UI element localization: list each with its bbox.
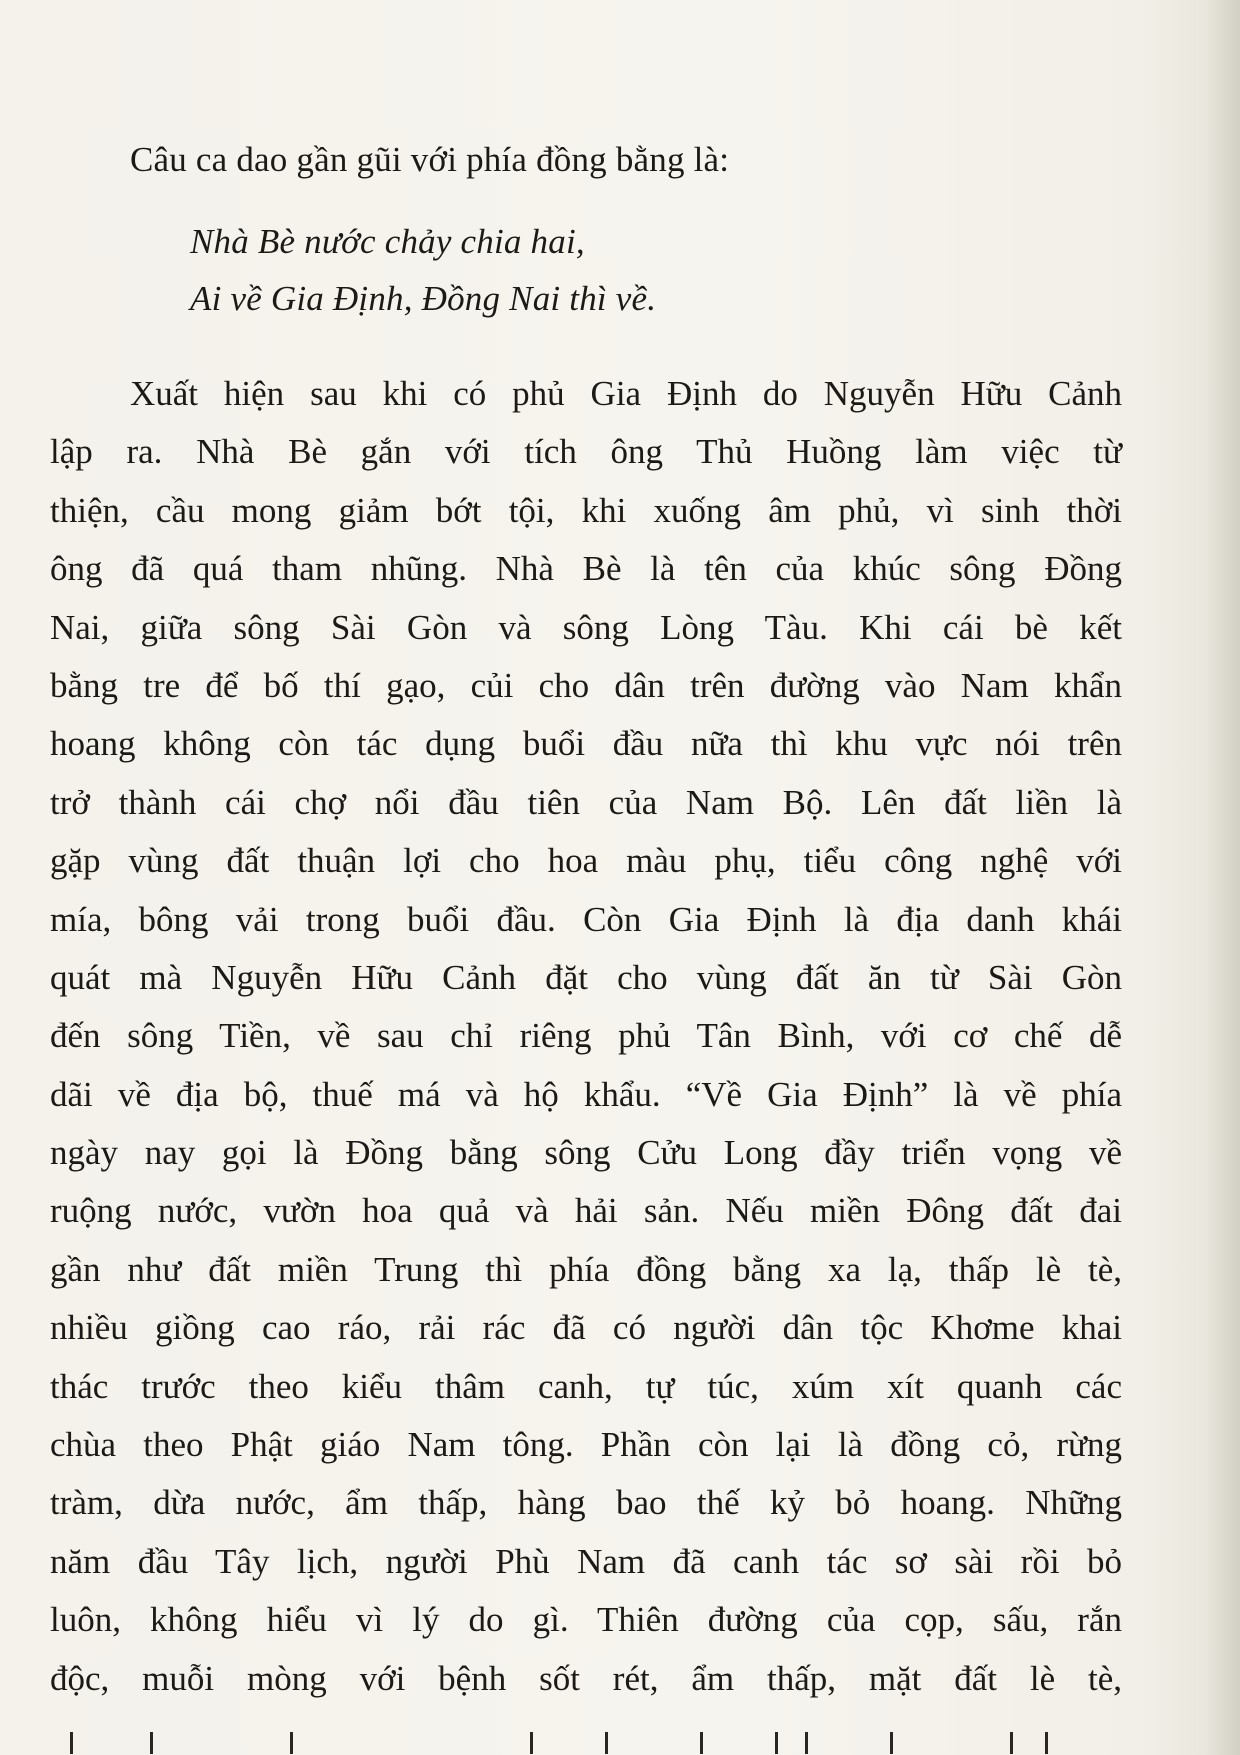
text-fragment-mark: [775, 1732, 778, 1754]
paragraph-line: Xuất hiện sau khi có phủ Gia Định do Nguyễn Hữu Cảnh: [130, 374, 1122, 413]
paragraph-line: nhiều giồng cao ráo, rải rác đã có người dân tộc Khơme khai: [50, 1308, 1122, 1348]
body-paragraph: [50, 365, 1122, 1708]
paragraph-line: độc, muỗi mòng với bệnh sốt rét, ẩm thấp, mặt đất lè tè,: [50, 1658, 1122, 1698]
text-fragment-mark: [1045, 1732, 1048, 1754]
paragraph-line: lập ra. Nhà Bè gắn với tích ông Thủ Huồng làm việc từ: [50, 432, 1122, 472]
verse-line-2: Ai về Gia Định, Đồng Nai thì về.: [190, 279, 657, 318]
paragraph-line: Nai, giữa sông Sài Gòn và sông Lòng Tàu. Khi cái bè kết: [50, 607, 1122, 647]
paragraph-line: gặp vùng đất thuận lợi cho hoa màu phụ, tiểu công nghệ với: [50, 841, 1122, 881]
paragraph-line: ruộng nước, vườn hoa quả và hải sản. Nếu miền Đông đất đai: [50, 1191, 1122, 1231]
paragraph-line: trở thành cái chợ nổi đầu tiên của Nam Bộ. Lên đất liền là: [50, 782, 1122, 822]
text-fragment-mark: [605, 1732, 608, 1754]
paragraph-line: bằng tre để bố thí gạo, củi cho dân trên đường vào Nam khẩn: [50, 665, 1122, 705]
text-fragment-mark: [70, 1732, 73, 1754]
paragraph-line: hoang không còn tác dụng buổi đầu nữa thì khu vực nói trên: [50, 724, 1122, 764]
paragraph-line: mía, bông vải trong buổi đầu. Còn Gia Định là địa danh khái: [50, 899, 1122, 939]
text-fragment-mark: [530, 1732, 533, 1754]
text-fragment-mark: [290, 1732, 293, 1754]
text-fragment-mark: [805, 1732, 808, 1754]
text-fragment-mark: [1010, 1732, 1013, 1754]
paragraph-line: luôn, không hiểu vì lý do gì. Thiên đường của cọp, sấu, rắn: [50, 1600, 1122, 1640]
intro-line: Câu ca dao gần gũi với phía đồng bằng là:: [130, 140, 730, 179]
text-fragment-mark: [150, 1732, 153, 1754]
paragraph-line: thác trước theo kiểu thâm canh, tự túc, xúm xít quanh các: [50, 1366, 1122, 1406]
paragraph-line: dãi về địa bộ, thuế má và hộ khẩu. “Về Gia Định” là về phía: [50, 1074, 1122, 1114]
verse-line-1: Nhà Bè nước chảy chia hai,: [190, 222, 585, 261]
paragraph-line: chùa theo Phật giáo Nam tông. Phần còn lại là đồng cỏ, rừng: [50, 1425, 1122, 1465]
paragraph-line: tràm, dừa nước, ẩm thấp, hàng bao thế kỷ bỏ hoang. Những: [50, 1483, 1122, 1523]
cut-off-next-line: [60, 1728, 1120, 1755]
text-fragment-mark: [700, 1732, 703, 1754]
paragraph-line: năm đầu Tây lịch, người Phù Nam đã canh tác sơ sài rồi bỏ: [50, 1541, 1122, 1581]
paragraph-line: ngày nay gọi là Đồng bằng sông Cửu Long đầy triển vọng về: [50, 1133, 1122, 1173]
page-edge-shadow: [1204, 0, 1240, 1755]
paragraph-line: quát mà Nguyễn Hữu Cảnh đặt cho vùng đất ăn từ Sài Gòn: [50, 957, 1122, 997]
paragraph-line: đến sông Tiền, về sau chỉ riêng phủ Tân Bình, với cơ chế dễ: [50, 1016, 1122, 1056]
paragraph-line: ông đã quá tham nhũng. Nhà Bè là tên của khúc sông Đồng: [50, 549, 1122, 589]
text-fragment-mark: [890, 1732, 893, 1754]
paragraph-line: thiện, cầu mong giảm bớt tội, khi xuống âm phủ, vì sinh thời: [50, 490, 1122, 530]
paragraph-line: gần như đất miền Trung thì phía đồng bằng xa lạ, thấp lè tè,: [50, 1249, 1122, 1289]
